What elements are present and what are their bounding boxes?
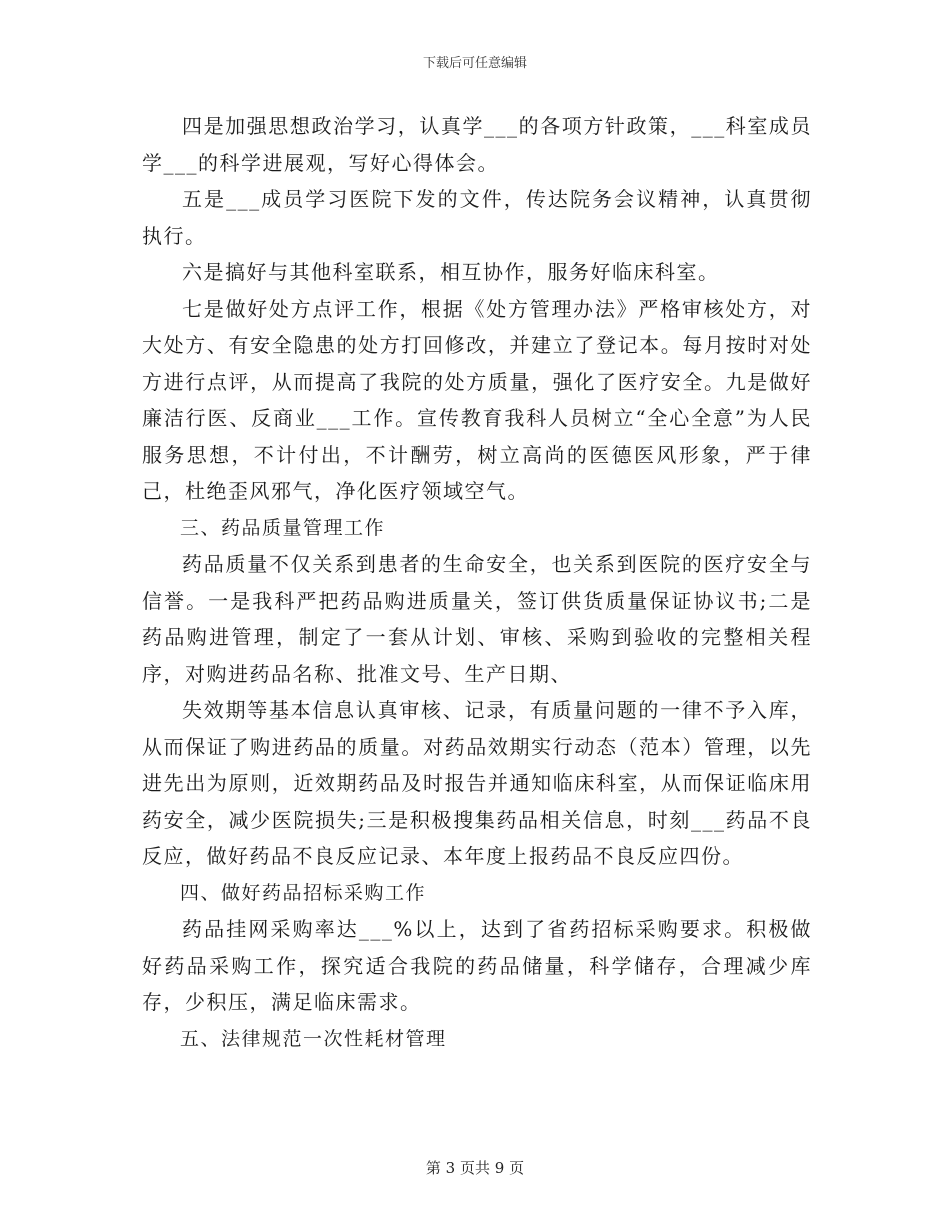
page-number: 第 3 页共 9 页 xyxy=(425,1159,525,1177)
paragraph-political-study: 四是加强思想政治学习，认真学___的各项方针政策，___科室成员学___的科学进展观，写好心得体会。 xyxy=(142,114,812,175)
paragraph-procurement: 药品挂网采购率达___%以上，达到了省药招标采购要求。积极做好药品采购工作，探究适合我院的药品储量，科学储存，合理减少库存，少积压，满足临床需求。 xyxy=(142,917,812,1014)
section-heading-consumables: 五、法律规范一次性耗材管理 xyxy=(180,1027,447,1050)
page-header-note: 下载后可任意编辑 xyxy=(422,56,527,71)
section-heading-procurement: 四、做好药品招标采购工作 xyxy=(180,881,427,904)
paragraph-department-cooperation: 六是搞好与其他科室联系，相互协作，服务好临床科室。 xyxy=(182,260,720,284)
section-heading-drug-quality: 三、药品质量管理工作 xyxy=(180,516,386,539)
paragraph-drug-quality-detail: 失效期等基本信息认真审核、记录，有质量问题的一律不予入库，从而保证了购进药品的质量。对药品效期实行动态（范本）管理，以先进先出为原则，近效期药品及时报告并通知临床科室，从而保证临床用药安全，减少医院损失;三是积极搜集药品相关信息，时刻___药品不良反应，做好药品不良反应记录、本年度上报药品不良反应四份。 xyxy=(142,698,812,868)
document-body xyxy=(142,108,812,1057)
paragraph-prescription-review: 七是做好处方点评工作，根据《处方管理办法》严格审核处方，对大处方、有安全隐患的处方打回修改，并建立了登记本。每月按时对处方进行点评，从而提高了我院的处方质量，强化了医疗安全。九是做好廉洁行医、反商业___工作。宣传教育我科人员树立“全心全意”为人民服务思想，不计付出，不计酬劳，树立高尚的医德医风形象，严于律己，杜绝歪风邪气，净化医疗领域空气。 xyxy=(142,296,812,503)
paragraph-drug-quality-intro: 药品质量不仅关系到患者的生命安全，也关系到医院的医疗安全与信誉。一是我科严把药品购进质量关，签订供货质量保证协议书;二是药品购进管理，制定了一套从计划、审核、采购到验收的完整相关程序，对购进药品名称、批准文号、生产日期、 xyxy=(142,552,812,686)
paragraph-document-study: 五是___成员学习医院下发的文件，传达院务会议精神，认真贯彻执行。 xyxy=(142,187,812,248)
